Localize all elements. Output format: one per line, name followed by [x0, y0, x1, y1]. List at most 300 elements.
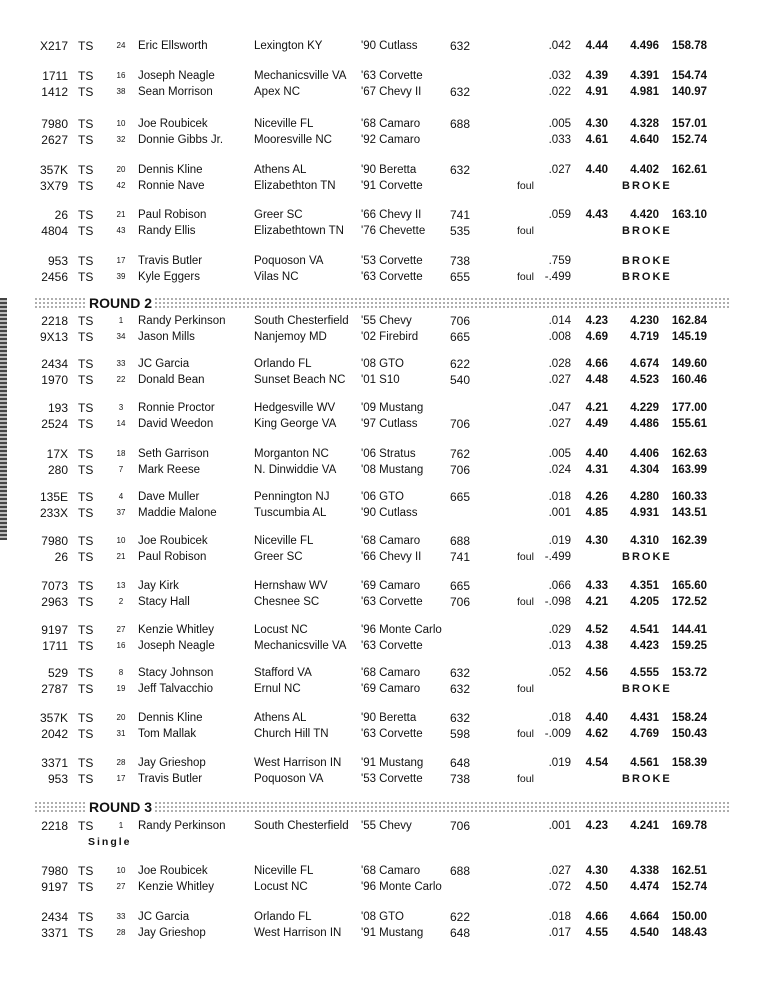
result-mph: 162.61 [671, 164, 707, 176]
result-car: 135E [39, 490, 68, 504]
result-car: 4804 [41, 224, 68, 238]
result-city: Hernshaw WV [254, 580, 328, 592]
result-car: 2787 [41, 682, 68, 696]
result-cls: TS [78, 595, 94, 609]
result-lane: 20 [116, 713, 126, 722]
result-engine: 622 [450, 910, 471, 924]
result-lane: 28 [116, 758, 126, 767]
result-name: David Weedon [138, 418, 214, 430]
result-lane: 28 [116, 928, 126, 937]
result-row [0, 863, 768, 879]
result-name: Eric Ellsworth [138, 40, 208, 52]
result-city: South Chesterfield [254, 315, 349, 327]
result-sixty: 4.38 [585, 640, 608, 652]
result-name: Travis Butler [138, 255, 203, 267]
result-broke: BROKE [622, 255, 672, 267]
result-mph: 157.01 [671, 118, 707, 130]
result-cls: TS [78, 926, 94, 940]
result-row [0, 909, 768, 925]
result-engine: 706 [450, 595, 471, 609]
result-car: 7980 [41, 117, 68, 131]
result-engine: 762 [450, 447, 471, 461]
result-et: 4.406 [630, 448, 659, 460]
result-name: Kenzie Whitley [138, 624, 215, 636]
result-vehicle: '63 Corvette [361, 728, 423, 740]
result-row [0, 223, 768, 239]
result-cls: TS [78, 550, 94, 564]
round-label: ROUND 2 [86, 295, 155, 312]
result-vehicle: '06 Stratus [361, 448, 416, 460]
result-car: 7980 [41, 864, 68, 878]
result-vehicle: '09 Mustang [361, 402, 424, 414]
result-rt: .033 [548, 134, 571, 146]
result-sixty: 4.39 [585, 70, 608, 82]
result-mph: 150.00 [671, 911, 707, 923]
result-mph: 154.74 [671, 70, 707, 82]
result-rt: .005 [548, 448, 571, 460]
result-cls: TS [78, 373, 94, 387]
result-row [0, 400, 768, 416]
result-city: Niceville FL [254, 865, 314, 877]
result-row [0, 549, 768, 565]
result-car: 9197 [41, 880, 68, 894]
result-rt: .066 [548, 580, 571, 592]
result-city: Orlando FL [254, 358, 312, 370]
result-mph: 172.52 [671, 596, 707, 608]
result-cls: TS [78, 208, 94, 222]
result-cls: TS [78, 880, 94, 894]
round-label: ROUND 3 [86, 799, 155, 816]
result-cls: TS [78, 727, 94, 741]
result-foul: foul [517, 683, 534, 695]
result-city: Morganton NC [254, 448, 329, 460]
result-engine: 665 [450, 330, 471, 344]
result-car: 529 [47, 666, 68, 680]
result-row [0, 578, 768, 594]
result-mph: 160.33 [671, 491, 707, 503]
result-vehicle: '92 Camaro [361, 134, 421, 146]
result-et: 4.241 [630, 820, 659, 832]
result-row [0, 372, 768, 388]
result-car: 2524 [41, 417, 68, 431]
result-engine: 632 [450, 39, 471, 53]
result-row [0, 879, 768, 895]
result-sixty: 4.50 [585, 881, 608, 893]
result-city: King George VA [254, 418, 337, 430]
result-cls: TS [78, 682, 94, 696]
result-rt: .005 [548, 118, 571, 130]
result-lane: 39 [116, 272, 126, 281]
result-name: Ronnie Proctor [138, 402, 215, 414]
result-vehicle: '02 Firebird [361, 331, 419, 343]
result-row [0, 594, 768, 610]
result-rt: .759 [548, 255, 571, 267]
result-vehicle: '63 Corvette [361, 70, 423, 82]
result-vehicle: '68 Camaro [361, 865, 421, 877]
result-mph: 150.43 [671, 728, 707, 740]
result-city: Mechanicsville VA [254, 70, 347, 82]
result-vehicle: '90 Beretta [361, 164, 417, 176]
result-row [0, 162, 768, 178]
result-sixty: 4.40 [585, 164, 608, 176]
result-vehicle: '90 Beretta [361, 712, 417, 724]
result-engine: 738 [450, 772, 471, 786]
result-et: 4.280 [630, 491, 659, 503]
result-car: 1711 [42, 639, 68, 653]
result-vehicle: '53 Corvette [361, 255, 423, 267]
result-sixty: 4.40 [585, 712, 608, 724]
result-name: Joe Roubicek [138, 535, 208, 547]
result-sixty: 4.56 [585, 667, 608, 679]
result-rt: .018 [548, 712, 571, 724]
result-car: 7073 [41, 579, 68, 593]
result-lane: 21 [116, 210, 126, 219]
result-et: 4.541 [630, 624, 659, 636]
result-cls: TS [78, 417, 94, 431]
result-cls: TS [78, 117, 94, 131]
result-cls: TS [78, 357, 94, 371]
result-mph: 140.97 [671, 86, 707, 98]
result-cls: TS [78, 864, 94, 878]
result-cls: TS [78, 85, 94, 99]
result-lane: 33 [116, 359, 126, 368]
result-lane: 1 [118, 821, 124, 830]
result-row [0, 416, 768, 432]
result-engine: 540 [450, 373, 471, 387]
result-city: Athens AL [254, 712, 307, 724]
result-name: Jay Grieshop [138, 757, 206, 769]
result-cls: TS [78, 756, 94, 770]
result-name: Dennis Kline [138, 712, 203, 724]
result-mph: 163.10 [671, 209, 707, 221]
result-name: Seth Garrison [138, 448, 209, 460]
result-et: 4.674 [630, 358, 659, 370]
result-et: 4.769 [630, 728, 659, 740]
result-lane: 32 [116, 135, 126, 144]
result-cls: TS [78, 711, 94, 725]
result-lane: 38 [116, 87, 126, 96]
result-mph: 177.00 [671, 402, 707, 414]
result-cls: TS [78, 224, 94, 238]
result-name: Mark Reese [138, 464, 200, 476]
result-broke: BROKE [622, 271, 672, 283]
result-mph: 158.39 [671, 757, 707, 769]
result-et: 4.561 [630, 757, 659, 769]
result-cls: TS [78, 314, 94, 328]
result-cls: TS [78, 623, 94, 637]
result-cls: TS [78, 910, 94, 924]
result-name: Jeff Talvacchio [138, 683, 214, 695]
result-sixty: 4.31 [585, 464, 608, 476]
result-lane: 22 [116, 375, 126, 384]
result-rt: .017 [548, 927, 571, 939]
result-lane: 31 [116, 729, 126, 738]
result-rt: .027 [548, 164, 571, 176]
result-mph: 152.74 [671, 881, 707, 893]
result-cls: TS [78, 463, 94, 477]
result-engine: 688 [450, 864, 471, 878]
result-row [0, 755, 768, 771]
result-mph: 163.99 [671, 464, 707, 476]
result-sixty: 4.26 [585, 491, 608, 503]
result-engine: 741 [450, 550, 471, 564]
result-car: 1412 [41, 85, 68, 99]
result-city: Hedgesville WV [254, 402, 336, 414]
result-rt: -.098 [544, 596, 571, 608]
result-car: 9X13 [39, 330, 68, 344]
result-lane: 43 [116, 226, 126, 235]
result-row [0, 253, 768, 269]
result-lane: 10 [116, 536, 126, 545]
result-engine: 632 [450, 666, 471, 680]
result-cls: TS [78, 579, 94, 593]
result-rt: -.499 [544, 551, 571, 563]
result-et: 4.640 [630, 134, 659, 146]
result-lane: 17 [116, 256, 126, 265]
result-city: Elizabethtown TN [254, 225, 344, 237]
result-rt: -.009 [544, 728, 571, 740]
result-mph: 152.74 [671, 134, 707, 146]
result-vehicle: '01 S10 [361, 374, 400, 386]
result-rt: .001 [548, 507, 571, 519]
result-lane: 10 [116, 866, 126, 875]
result-engine: 738 [450, 254, 471, 268]
result-et: 4.420 [630, 209, 659, 221]
result-car: 357K [39, 163, 68, 177]
result-lane: 18 [116, 449, 126, 458]
result-sixty: 4.66 [585, 358, 608, 370]
result-engine: 632 [450, 711, 471, 725]
result-sixty: 4.30 [585, 535, 608, 547]
result-name: Jay Grieshop [138, 927, 206, 939]
result-name: Paul Robison [138, 209, 207, 221]
result-et: 4.328 [630, 118, 659, 130]
result-car: 7980 [41, 534, 68, 548]
result-car: 2963 [41, 595, 68, 609]
result-name: Sean Morrison [138, 86, 213, 98]
result-cls: TS [78, 534, 94, 548]
result-rt: .052 [548, 667, 571, 679]
result-sixty: 4.55 [585, 927, 608, 939]
result-vehicle: '67 Chevy II [361, 86, 422, 98]
result-row [0, 178, 768, 194]
result-car: 3X79 [39, 179, 68, 193]
result-engine: 632 [450, 85, 471, 99]
result-city: Niceville FL [254, 535, 314, 547]
result-mph: 159.25 [671, 640, 707, 652]
result-sixty: 4.23 [585, 820, 608, 832]
result-cls: TS [78, 506, 94, 520]
result-vehicle: '68 Camaro [361, 535, 421, 547]
result-engine: 648 [450, 926, 471, 940]
result-name: JC Garcia [138, 911, 190, 923]
result-sixty: 4.21 [585, 596, 608, 608]
result-lane: 34 [116, 332, 126, 341]
result-et: 4.230 [630, 315, 659, 327]
result-name: Kyle Eggers [138, 271, 201, 283]
result-lane: 27 [116, 882, 126, 891]
result-rt: .018 [548, 911, 571, 923]
result-rt: .022 [548, 86, 571, 98]
result-lane: 27 [116, 625, 126, 634]
result-car: 2627 [41, 133, 68, 147]
result-name: Dennis Kline [138, 164, 203, 176]
result-car: 280 [47, 463, 68, 477]
result-sixty: 4.23 [585, 315, 608, 327]
result-mph: 145.19 [671, 331, 707, 343]
result-lane: 16 [116, 641, 126, 650]
result-vehicle: '08 GTO [361, 358, 404, 370]
result-sixty: 4.49 [585, 418, 608, 430]
result-name: Joseph Neagle [138, 640, 215, 652]
result-lane: 13 [116, 581, 126, 590]
result-rt: .059 [548, 209, 571, 221]
result-rt: .072 [548, 881, 571, 893]
result-cls: TS [78, 639, 94, 653]
result-city: South Chesterfield [254, 820, 349, 832]
result-rt: .042 [548, 40, 571, 52]
result-et: 4.719 [630, 331, 659, 343]
result-name: Maddie Malone [138, 507, 217, 519]
result-lane: 33 [116, 912, 126, 921]
result-engine: 648 [450, 756, 471, 770]
result-car: 17X [46, 447, 68, 461]
result-cls: TS [78, 69, 94, 83]
result-car: 26 [54, 550, 68, 564]
result-cls: TS [78, 39, 94, 53]
result-car: 1711 [42, 69, 68, 83]
result-name: Travis Butler [138, 773, 203, 785]
result-city: Lexington KY [254, 40, 323, 52]
result-city: Elizabethton TN [254, 180, 336, 192]
result-engine: 706 [450, 417, 471, 431]
result-sixty: 4.52 [585, 624, 608, 636]
result-row [0, 329, 768, 345]
result-row [0, 462, 768, 478]
result-lane: 2 [118, 597, 124, 606]
result-et: 4.931 [630, 507, 659, 519]
result-vehicle: '90 Cutlass [361, 507, 418, 519]
result-vehicle: '97 Cutlass [361, 418, 418, 430]
result-et: 4.304 [630, 464, 659, 476]
result-car: 193 [47, 401, 68, 415]
result-name: Stacy Johnson [138, 667, 214, 679]
single-run-row [0, 834, 768, 850]
result-et: 4.486 [630, 418, 659, 430]
result-city: Mechanicsville VA [254, 640, 347, 652]
result-car: 2218 [41, 819, 68, 833]
result-city: Locust NC [254, 881, 308, 893]
result-rt: -.499 [544, 271, 571, 283]
result-city: Niceville FL [254, 118, 314, 130]
result-et: 4.391 [630, 70, 659, 82]
result-vehicle: '63 Corvette [361, 596, 423, 608]
result-engine: 598 [450, 727, 471, 741]
result-row [0, 818, 768, 834]
result-city: Locust NC [254, 624, 308, 636]
result-lane: 24 [116, 41, 126, 50]
result-engine: 706 [450, 463, 471, 477]
result-row [0, 116, 768, 132]
result-lane: 8 [118, 668, 124, 677]
result-row [0, 68, 768, 84]
result-mph: 144.41 [671, 624, 707, 636]
result-sixty: 4.44 [585, 40, 608, 52]
result-lane: 16 [116, 71, 126, 80]
result-rt: .047 [548, 402, 571, 414]
result-car: 1970 [41, 373, 68, 387]
result-lane: 7 [118, 465, 124, 474]
result-row [0, 665, 768, 681]
result-et: 4.431 [630, 712, 659, 724]
result-name: Jason Mills [138, 331, 195, 343]
result-name: JC Garcia [138, 358, 190, 370]
result-mph: 148.43 [671, 927, 707, 939]
result-row [0, 132, 768, 148]
result-car: 2434 [41, 910, 68, 924]
result-vehicle: '08 Mustang [361, 464, 424, 476]
result-cls: TS [78, 163, 94, 177]
result-vehicle: '08 GTO [361, 911, 404, 923]
result-et: 4.496 [630, 40, 659, 52]
result-rt: .027 [548, 418, 571, 430]
result-sixty: 4.30 [585, 118, 608, 130]
result-et: 4.664 [630, 911, 659, 923]
result-city: Mooresville NC [254, 134, 332, 146]
result-mph: 162.84 [671, 315, 707, 327]
result-engine: 632 [450, 163, 471, 177]
result-engine: 655 [450, 270, 471, 284]
result-vehicle: '66 Chevy II [361, 551, 422, 563]
result-lane: 17 [116, 774, 126, 783]
result-lane: 10 [116, 119, 126, 128]
result-rt: .001 [548, 820, 571, 832]
result-et: 4.474 [630, 881, 659, 893]
result-cls: TS [78, 447, 94, 461]
result-car: 953 [47, 772, 68, 786]
result-engine: 741 [450, 208, 471, 222]
result-cls: TS [78, 179, 94, 193]
result-rt: .029 [548, 624, 571, 636]
result-city: Greer SC [254, 209, 303, 221]
result-name: Jay Kirk [138, 580, 179, 592]
result-sixty: 4.85 [585, 507, 608, 519]
result-car: 9197 [41, 623, 68, 637]
result-foul: foul [517, 225, 534, 237]
result-rt: .018 [548, 491, 571, 503]
result-foul: foul [517, 271, 534, 283]
result-rt: .032 [548, 70, 571, 82]
result-vehicle: '96 Monte Carlo [361, 624, 442, 636]
result-vehicle: '91 Corvette [361, 180, 423, 192]
result-engine: 632 [450, 682, 471, 696]
result-engine: 535 [450, 224, 471, 238]
result-foul: foul [517, 728, 534, 740]
result-lane: 19 [116, 684, 126, 693]
result-mph: 162.51 [671, 865, 707, 877]
result-row [0, 489, 768, 505]
result-car: X217 [39, 39, 68, 53]
result-sixty: 4.48 [585, 374, 608, 386]
result-engine: 706 [450, 314, 471, 328]
result-city: N. Dinwiddie VA [254, 464, 337, 476]
result-rt: .008 [548, 331, 571, 343]
result-cls: TS [78, 772, 94, 786]
result-car: 3371 [41, 926, 68, 940]
result-foul: foul [517, 596, 534, 608]
result-row [0, 207, 768, 223]
result-city: Stafford VA [254, 667, 312, 679]
